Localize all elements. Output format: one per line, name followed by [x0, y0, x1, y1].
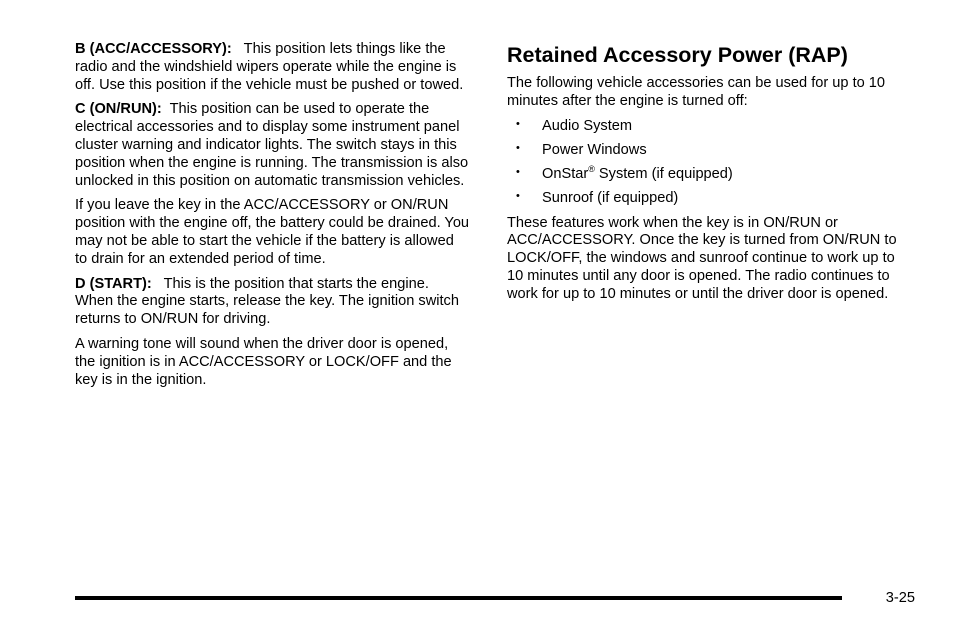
left-column: [75, 41, 470, 396]
text-start: This is the position that starts the engine. When the engine starts, release the key. The ignition switch returns to ON/RUN for driving.: [75, 275, 459, 328]
list-item: [507, 163, 912, 184]
page-number: 3-25: [885, 590, 915, 606]
right-column: [507, 41, 912, 311]
list-item-label-suffix: System (if equipped): [594, 165, 733, 182]
paragraph-start: [75, 276, 470, 329]
text-acc-accessory: This position lets things like the radio and the windshield wipers operate while the engine is off. Use this position if the vehicle must be pushed or towed.: [75, 41, 464, 93]
list-item-label: Sunroof (if equipped): [542, 189, 679, 206]
bullet-icon: •: [516, 117, 520, 130]
section-heading: Retained Accessory Power (RAP): [507, 43, 848, 67]
list-item: [507, 190, 912, 208]
term-start: D (START):: [75, 275, 152, 292]
list-item: [507, 118, 912, 136]
paragraph-acc-accessory: [75, 41, 470, 94]
list-item: [507, 142, 912, 160]
footer-rule: [75, 596, 842, 600]
list-item-label: Power Windows: [542, 141, 647, 158]
rap-outro: These features work when the key is in ON/RUN or ACC/ACCESSORY. Once the key is turned from ON/RUN to LOCK/OFF, the windows and sunroof continue to work up to 10 minutes until any door is opened. The radio continues to work for up to 10 minutes or until the driver door is opened.: [507, 214, 897, 302]
term-acc-accessory: B (ACC/ACCESSORY):: [75, 41, 232, 57]
rap-intro: The following vehicle accessories can be used for up to 10 minutes after the engine is turned off:: [507, 75, 886, 109]
paragraph-warning-tone: A warning tone will sound when the driver door is opened, the ignition is in ACC/ACCESSORY or LOCK/OFF and the key is in the ignition.: [75, 335, 452, 388]
paragraph-on-run: [75, 101, 470, 190]
paragraph-battery-warning: If you leave the key in the ACC/ACCESSORY or ON/RUN position with the engine off, the battery could be drained. You may not be able to start the vehicle if the battery is allowed to drain for an extended period of time.: [75, 197, 470, 267]
bullet-icon: •: [516, 189, 520, 202]
bullet-icon: •: [516, 165, 520, 178]
list-item-label: OnStar: [542, 165, 589, 182]
term-on-run: C (ON/RUN):: [75, 101, 162, 118]
registered-mark: ®: [588, 163, 595, 174]
accessory-list: [507, 118, 912, 208]
list-item-label: Audio System: [542, 117, 633, 134]
text-on-run: This position can be used to operate the electrical accessories and to display some instrument panel cluster warning and indicator lights. The switch stays in this position when the engine is running. The transmission is also unlocked in this position on automatic transmission vehicles.: [75, 101, 469, 189]
bullet-icon: •: [516, 141, 520, 154]
